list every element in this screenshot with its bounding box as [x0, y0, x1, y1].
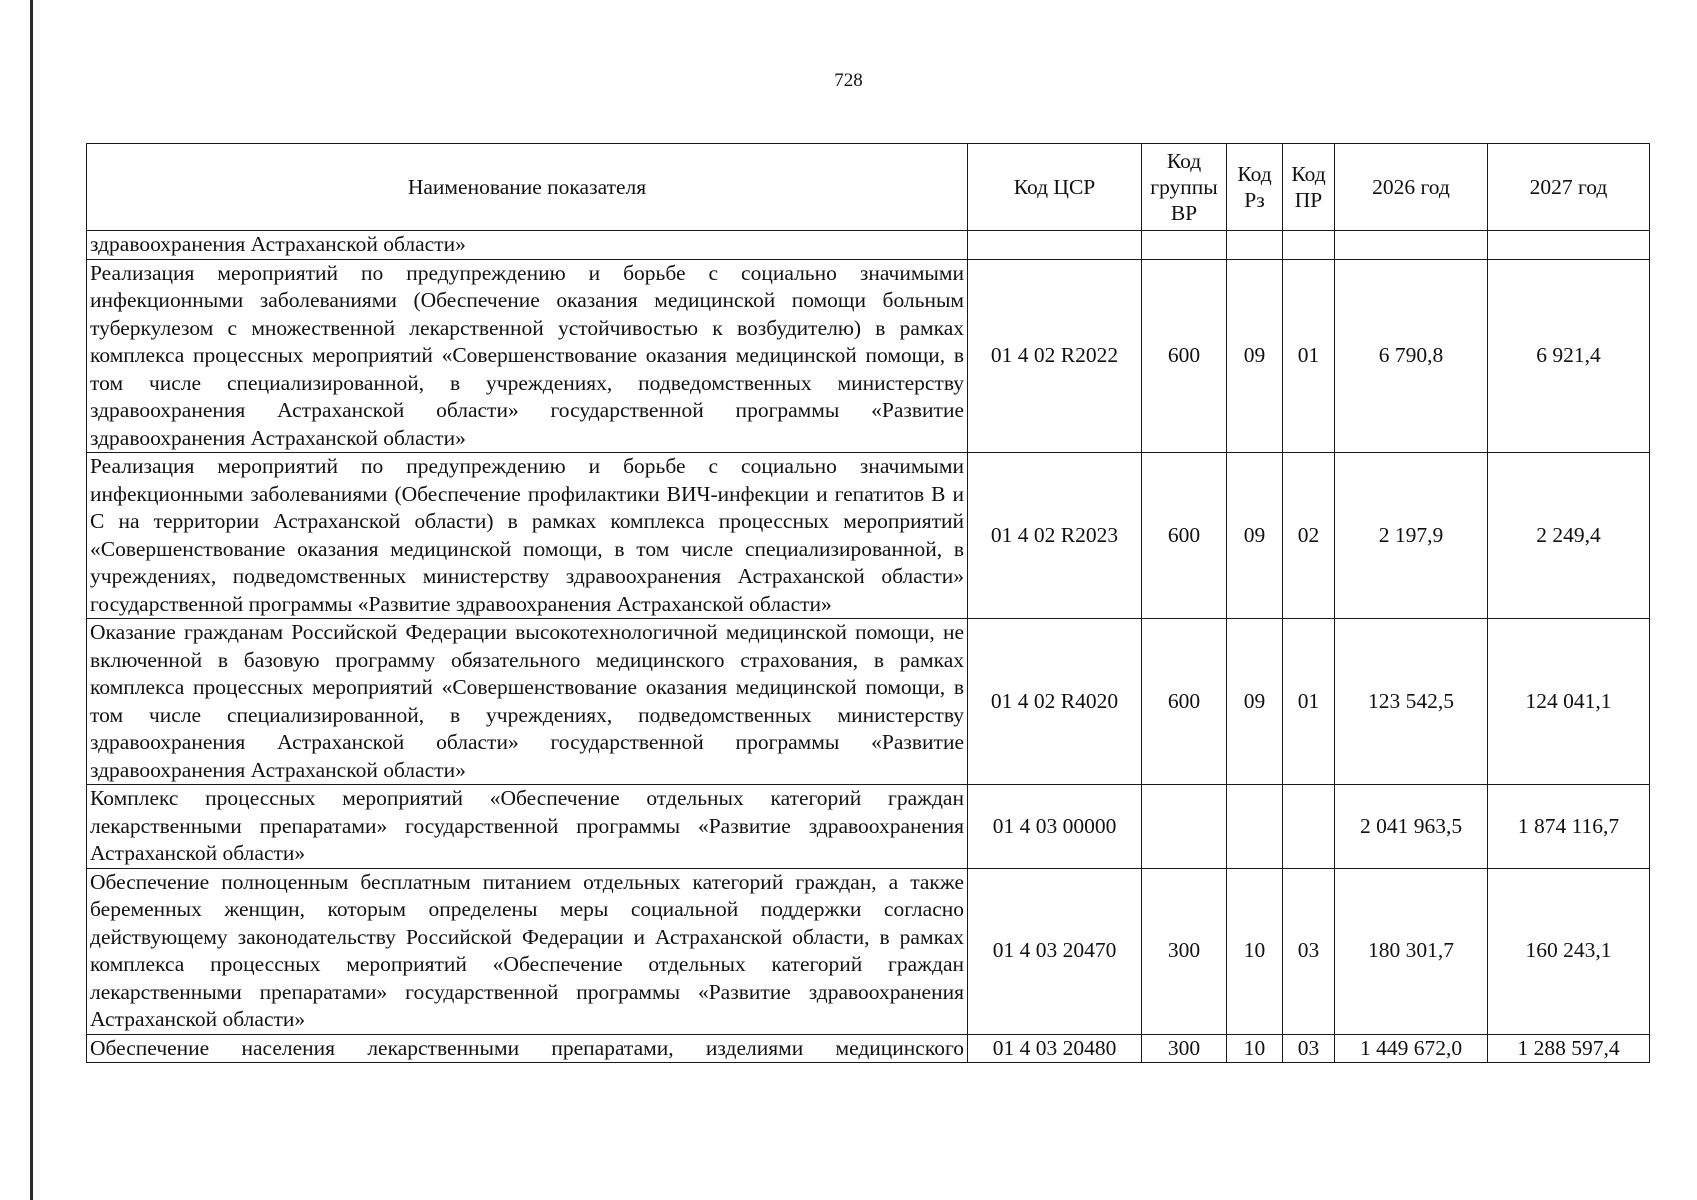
- table-row: [87, 868, 1650, 1034]
- row-vr: [1142, 231, 1227, 260]
- row-2027: 124 041,1: [1488, 619, 1650, 785]
- row-2026: [1335, 231, 1488, 260]
- table-row: [87, 231, 1650, 260]
- header-pr: Код ПР: [1283, 144, 1335, 231]
- row-vr: 300: [1142, 868, 1227, 1034]
- header-vr: Код группы ВР: [1142, 144, 1227, 231]
- row-name: Обеспечение населения лекарственными препаратами, изделиями медицинского: [87, 1034, 968, 1063]
- row-2026: 180 301,7: [1335, 868, 1488, 1034]
- row-2027: 160 243,1: [1488, 868, 1650, 1034]
- table-row: [87, 785, 1650, 869]
- table-header-row: [87, 144, 1650, 231]
- row-name: Оказание гражданам Российской Федерации высокотехнологичной медицинской помощи, не включенной в базовую программу обязательного медицинского страхования, в рамках комплекса процессных мероприятий «Совершенствование оказания медицинской помощи, в том числе специализированной, в учреждениях, подведомственных министерству здравоохранения Астраханской области» государственной программы «Развитие здравоохранения Астраханской области»: [87, 619, 968, 785]
- row-vr: 600: [1142, 453, 1227, 619]
- row-2027: 2 249,4: [1488, 453, 1650, 619]
- row-rz: 10: [1227, 1034, 1283, 1063]
- row-2026: 2 041 963,5: [1335, 785, 1488, 869]
- row-csr: 01 4 03 20480: [968, 1034, 1142, 1063]
- row-rz: 09: [1227, 453, 1283, 619]
- row-rz: 10: [1227, 868, 1283, 1034]
- row-2026: 2 197,9: [1335, 453, 1488, 619]
- scan-edge-line: [30, 0, 33, 1200]
- header-2027: 2027 год: [1488, 144, 1650, 231]
- row-name: Обеспечение полноценным бесплатным питанием отдельных категорий граждан, а также беременных женщин, которым определены меры социальной поддержки согласно действующему законодательству Российской Федерации и Астраханской области, в рамках комплекса процессных мероприятий «Обеспечение отдельных категорий граждан лекарственными препаратами» государственной программы «Развитие здравоохранения Астраханской области»: [87, 868, 968, 1034]
- header-rz: Код Рз: [1227, 144, 1283, 231]
- row-vr: 600: [1142, 259, 1227, 453]
- row-csr: 01 4 02 R2023: [968, 453, 1142, 619]
- row-csr: 01 4 03 20470: [968, 868, 1142, 1034]
- header-csr: Код ЦСР: [968, 144, 1142, 231]
- table-row: [87, 1034, 1650, 1063]
- row-2026: 123 542,5: [1335, 619, 1488, 785]
- row-2027: 1 288 597,4: [1488, 1034, 1650, 1063]
- row-name: Комплекс процессных мероприятий «Обеспечение отдельных категорий граждан лекарственными препаратами» государственной программы «Развитие здравоохранения Астраханской области»: [87, 785, 968, 869]
- row-name: здравоохранения Астраханской области»: [87, 231, 968, 260]
- row-2027: 1 874 116,7: [1488, 785, 1650, 869]
- row-2027: 6 921,4: [1488, 259, 1650, 453]
- row-csr: 01 4 02 R4020: [968, 619, 1142, 785]
- row-csr: 01 4 03 00000: [968, 785, 1142, 869]
- row-rz: 09: [1227, 259, 1283, 453]
- table-row: [87, 259, 1650, 453]
- row-rz: [1227, 231, 1283, 260]
- page-number: 728: [834, 70, 863, 91]
- header-2026: 2026 год: [1335, 144, 1488, 231]
- row-rz: [1227, 785, 1283, 869]
- table-row: [87, 453, 1650, 619]
- row-name: Реализация мероприятий по предупреждению и борьбе с социально значимыми инфекционными заболеваниями (Обеспечение профилактики ВИЧ-инфекции и гепатитов B и C на территории Астраханской области) в рамках комплекса процессных мероприятий «Совершенствование оказания медицинской помощи, в том числе специализированной, в учреждениях, подведомственных министерству здравоохранения Астраханской области» государственной программы «Развитие здравоохранения Астраханской области»: [87, 453, 968, 619]
- row-pr: 03: [1283, 868, 1335, 1034]
- row-name: Реализация мероприятий по предупреждению и борьбе с социально значимыми инфекционными заболеваниями (Обеспечение оказания медицинской помощи больным туберкулезом с множественной лекарственной устойчивостью к возбудителю) в рамках комплекса процессных мероприятий «Совершенствование оказания медицинской помощи, в том числе специализированной, в учреждениях, подведомственных министерству здравоохранения Астраханской области» государственной программы «Развитие здравоохранения Астраханской области»: [87, 259, 968, 453]
- row-pr: 01: [1283, 619, 1335, 785]
- row-2027: [1488, 231, 1650, 260]
- row-vr: [1142, 785, 1227, 869]
- row-vr: 300: [1142, 1034, 1227, 1063]
- row-csr: 01 4 02 R2022: [968, 259, 1142, 453]
- row-pr: [1283, 785, 1335, 869]
- row-2026: 6 790,8: [1335, 259, 1488, 453]
- row-pr: 02: [1283, 453, 1335, 619]
- row-csr: [968, 231, 1142, 260]
- row-pr: 03: [1283, 1034, 1335, 1063]
- table-row: [87, 619, 1650, 785]
- row-2026: 1 449 672,0: [1335, 1034, 1488, 1063]
- row-vr: 600: [1142, 619, 1227, 785]
- row-pr: [1283, 231, 1335, 260]
- row-rz: 09: [1227, 619, 1283, 785]
- row-pr: 01: [1283, 259, 1335, 453]
- budget-table: [86, 143, 1650, 1063]
- header-name: Наименование показателя: [87, 144, 968, 231]
